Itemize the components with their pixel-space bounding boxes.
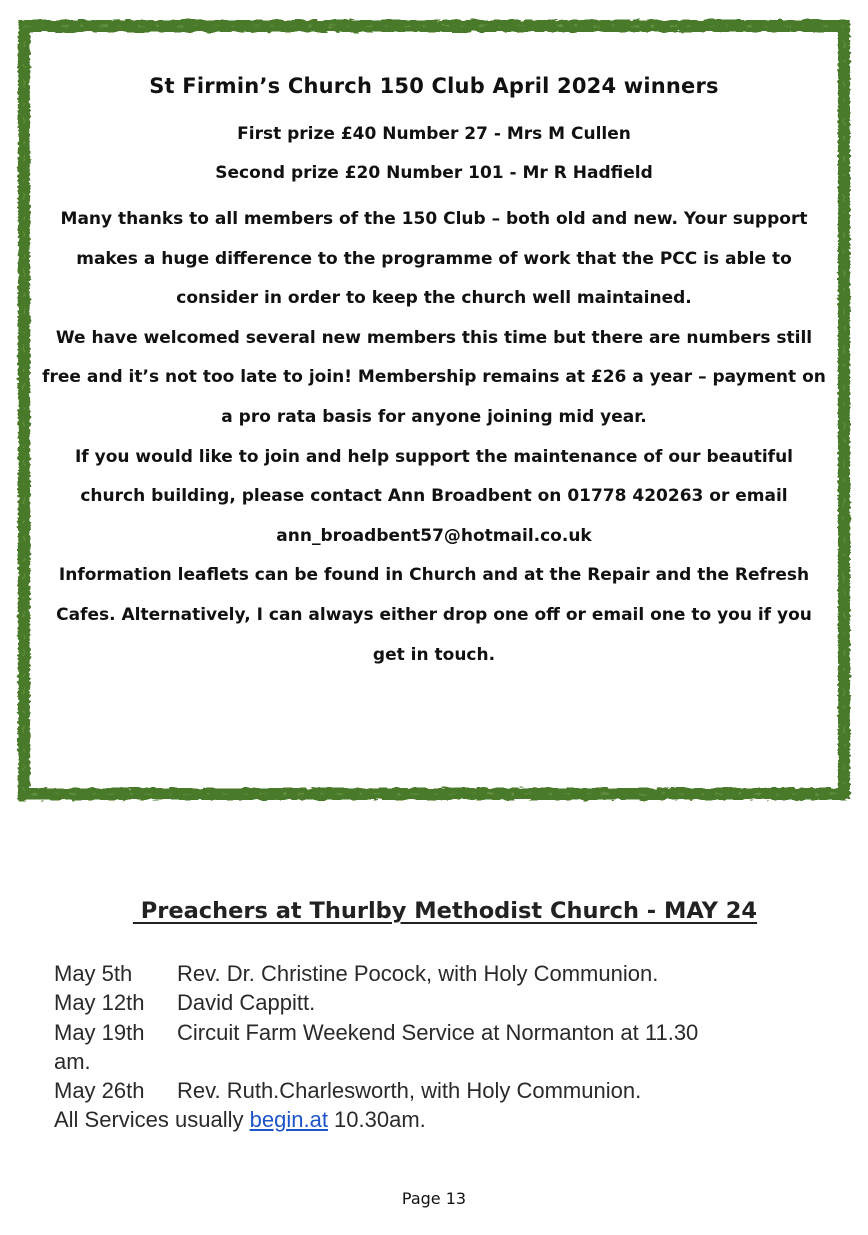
schedule-date: May 19th xyxy=(54,1019,145,1045)
schedule-preacher: Rev. Ruth.Charlesworth, with Holy Communion. xyxy=(177,1078,642,1104)
club-title: St Firmin’s Church 150 Club April 2024 winners xyxy=(149,74,719,98)
methodist-heading: Preachers at Thurlby Methodist Church - MAY 24 xyxy=(132,898,758,924)
leaflets-paragraph: Information leaflets can be found in Church and at the Repair and the Refresh Cafes. Alternatively, I can always either drop one off or email one to you if you get in touch. xyxy=(56,565,812,665)
schedule-date: May 12th xyxy=(54,990,145,1016)
thanks-paragraph: Many thanks to all members of the 150 Club – both old and new. Your support makes a huge difference to the programme of work that the PCC is able to consider in order to keep the church well maintained. xyxy=(60,209,808,309)
schedule-date: May 26th xyxy=(54,1078,145,1104)
schedule-preacher: Rev. Dr. Christine Pocock, with Holy Communion. xyxy=(177,961,659,986)
first-prize: First prize £40 Number 27 - Mrs M Cullen xyxy=(237,124,631,144)
schedule-row xyxy=(54,959,794,988)
schedule-row xyxy=(54,988,794,1017)
schedule-row xyxy=(54,1076,794,1105)
page-number: Page 13 xyxy=(401,1189,467,1208)
second-prize: Second prize £20 Number 101 - Mr R Hadfield xyxy=(215,163,653,183)
membership-paragraph: We have welcomed several new members this time but there are numbers still free and it’s not too late to join! Membership remains at £26 a year – payment on a pro rata basis for anyone joining mid year. xyxy=(42,327,826,427)
note-suffix: 10.30am. xyxy=(327,1107,426,1133)
schedule-row-continuation xyxy=(54,1047,794,1076)
note-prefix: All Services usually xyxy=(54,1107,250,1133)
club-body xyxy=(40,200,828,675)
schedule-preacher: Circuit Farm Weekend Service at Normanton at 11.30 xyxy=(177,1019,699,1045)
contact-paragraph: If you would like to join and help support the maintenance of our beautiful church building, please contact Ann Broadbent on 01778 420263 or email ann_broadbent57@hotmail.co.uk xyxy=(74,446,793,546)
preacher-schedule xyxy=(54,959,794,1135)
schedule-row xyxy=(54,1018,794,1047)
schedule-date: May 5th xyxy=(54,961,133,986)
services-note xyxy=(54,1105,794,1134)
schedule-preacher: David Cappitt. xyxy=(177,990,316,1016)
schedule-preacher: am. xyxy=(54,1048,91,1074)
begin-at-link[interactable]: begin.at xyxy=(249,1107,328,1133)
